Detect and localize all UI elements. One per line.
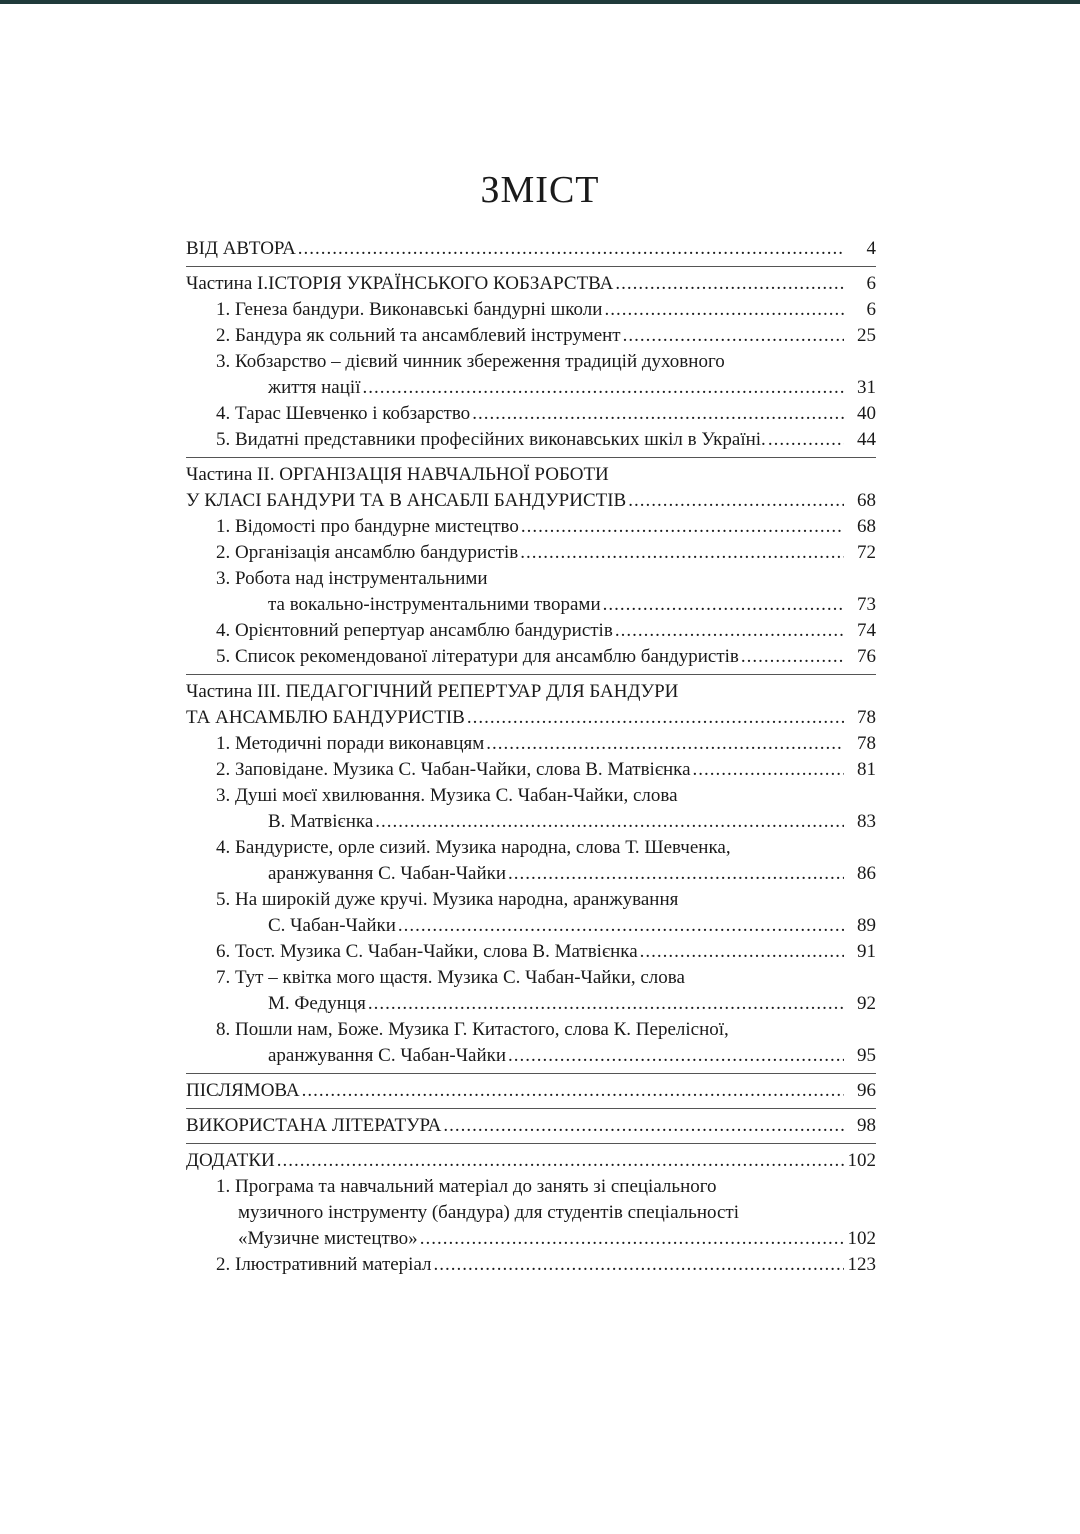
- toc-entry-label: 6. Тост. Музика С. Чабан-Чайки, слова В. Матвієнка: [216, 941, 638, 962]
- toc-leader: [368, 991, 844, 1017]
- toc-entry-dodatky-item-1-line-1[interactable]: 1. Програма та навчальний матеріал до занять зі спеціального: [216, 1176, 717, 1197]
- toc-entry-part-3-item-1[interactable]: [186, 731, 876, 757]
- toc-entry-part-2-item-2[interactable]: [186, 540, 876, 566]
- toc-entry-part-3-item-8-line-1[interactable]: 8. Пошли нам, Боже. Музика Г. Китастого, слова К. Перелісної,: [216, 1019, 729, 1040]
- toc-entry-label: 4. Тарас Шевченко і кобзарство: [216, 403, 471, 424]
- toc-page-number: 4: [866, 238, 876, 259]
- toc-entry-part-3-item-3[interactable]: [186, 809, 876, 835]
- toc-entry-label: ВИКОРИСТАНА ЛІТЕРАТУРА: [186, 1115, 442, 1136]
- toc-leader: [623, 323, 844, 349]
- toc-leader: [302, 1078, 844, 1104]
- toc-leader: [467, 705, 844, 731]
- toc-page-number: 25: [857, 325, 876, 346]
- toc-leader: [604, 297, 844, 323]
- toc-entry-part-1-item-5[interactable]: [186, 427, 876, 453]
- toc-entry-label: 2. Заповідане. Музика С. Чабан-Чайки, слова В. Матвієнка: [216, 759, 691, 780]
- toc-entry-label: 2. Бандура як сольний та ансамблевий інструмент: [216, 325, 621, 346]
- toc-page-number: 76: [857, 646, 876, 667]
- toc-entry-part-3-item-3-line-1[interactable]: 3. Душі моєї хвилювання. Музика С. Чабан-Чайки, слова: [216, 785, 678, 806]
- toc-entry-part-2[interactable]: [186, 488, 876, 514]
- toc-leader: [603, 592, 844, 618]
- toc-entry-label: 5. Видатні представники професійних виконавських шкіл в Україні.: [216, 429, 766, 450]
- toc-leader: [443, 1113, 844, 1139]
- toc-leader: [615, 271, 844, 297]
- toc-entry-part-3-item-4-line-1[interactable]: 4. Бандуристе, орле сизий. Музика народна, слова Т. Шевченка,: [216, 837, 731, 858]
- toc-leader: [508, 861, 844, 887]
- toc-page-number: 78: [857, 733, 876, 754]
- toc-page-number: 68: [857, 516, 876, 537]
- toc-entry-label: 2. Організація ансамблю бандуристів: [216, 542, 519, 563]
- toc-entry-dodatky-item-1-line-2[interactable]: [186, 1200, 876, 1226]
- toc-entry-part-2-item-3-line-1[interactable]: 3. Робота над інструментальними: [216, 568, 488, 589]
- toc-leader: [434, 1252, 844, 1278]
- toc-entry-part-3-item-7[interactable]: [186, 991, 876, 1017]
- page-title: ЗМІСТ: [480, 169, 600, 211]
- toc-entry-pislyamova[interactable]: [186, 1078, 876, 1104]
- section-divider: [186, 266, 876, 267]
- toc-entry-part-1-item-4[interactable]: [186, 401, 876, 427]
- toc-entry-part-2-line-1[interactable]: Частина ІІ. ОРГАНІЗАЦІЯ НАВЧАЛЬНОЇ РОБОТИ: [186, 464, 609, 485]
- section-divider: [186, 674, 876, 675]
- toc-leader: [521, 514, 844, 540]
- toc-entry-part-1-item-2[interactable]: [186, 323, 876, 349]
- toc-entry-label: 1. Відомості про бандурне мистецтво: [216, 516, 519, 537]
- toc-page-number: 95: [857, 1045, 876, 1066]
- toc-entry-part-3-item-2[interactable]: [186, 757, 876, 783]
- toc-page-number: 74: [857, 620, 876, 641]
- toc-entry-part-1[interactable]: [186, 271, 876, 297]
- toc-entry-part-2-item-1[interactable]: [186, 514, 876, 540]
- toc-entry-label: 5. Список рекомендованої літератури для ансамблю бандуристів: [216, 646, 739, 667]
- toc-leader: [486, 731, 844, 757]
- toc-entry-label: Частина І.ІСТОРІЯ УКРАЇНСЬКОГО КОБЗАРСТВА: [186, 273, 614, 294]
- toc-entry-part-2-item-5[interactable]: [186, 644, 876, 670]
- toc-page-number: 73: [857, 594, 876, 615]
- toc-page-number: 89: [857, 915, 876, 936]
- toc-entry-label: аранжування С. Чабан-Чайки: [268, 1045, 507, 1066]
- toc-entry-label: аранжування С. Чабан-Чайки: [268, 863, 507, 884]
- toc-leader: [298, 236, 844, 262]
- toc-page-number: 92: [857, 993, 876, 1014]
- toc-leader: [768, 427, 844, 453]
- toc-leader: [628, 488, 844, 514]
- toc-entry-label: 1. Методичні поради виконавцям: [216, 733, 485, 754]
- toc-entry-label: 1. Генеза бандури. Виконавські бандурні школи: [216, 299, 603, 320]
- toc-page-number: 98: [857, 1115, 876, 1136]
- toc-entry-part-2-item-4[interactable]: [186, 618, 876, 644]
- toc-leader: [640, 939, 844, 965]
- toc-leader: [615, 618, 844, 644]
- toc-leader: [375, 809, 844, 835]
- toc-entry-part-2-item-3[interactable]: [186, 592, 876, 618]
- toc-page-number: 83: [857, 811, 876, 832]
- toc-entry-label: ПІСЛЯМОВА: [186, 1080, 300, 1101]
- toc-leader: [693, 757, 844, 783]
- toc-leader: [277, 1148, 844, 1174]
- toc-entry-label: 4. Орієнтовний репертуар ансамблю бандуристів: [216, 620, 613, 641]
- toc-page-number: 72: [857, 542, 876, 563]
- toc-entry-part-3-item-8[interactable]: [186, 1043, 876, 1069]
- toc-page-number: 96: [857, 1080, 876, 1101]
- toc-leader: [362, 375, 844, 401]
- toc-entry-label: С. Чабан-Чайки: [268, 915, 396, 936]
- toc-page-number: 91: [857, 941, 876, 962]
- toc-leader: [508, 1043, 844, 1069]
- toc-entry-label: В. Матвієнка: [268, 811, 374, 832]
- toc-entry-label: «Музичне мистецтво»: [238, 1228, 418, 1249]
- toc-entry-part-3-item-7-line-1[interactable]: 7. Тут – квітка мого щастя. Музика С. Чабан-Чайки, слова: [216, 967, 685, 988]
- toc-leader: [420, 1226, 844, 1252]
- toc-entry-part-1-item-1[interactable]: [186, 297, 876, 323]
- toc-page-number: 123: [847, 1254, 876, 1275]
- toc-entry-part-3[interactable]: [186, 705, 876, 731]
- toc-page-number: 68: [857, 490, 876, 511]
- toc-page-number: 44: [857, 429, 876, 450]
- toc-page-number: 78: [857, 707, 876, 728]
- toc-entry-part-1-item-3-line-1[interactable]: 3. Кобзарство – дієвий чинник збереження традицій духовного: [216, 351, 725, 372]
- toc-entry-part-1-item-3[interactable]: [186, 375, 876, 401]
- toc-entry-part-3-line-1[interactable]: Частина ІІІ. ПЕДАГОГІЧНИЙ РЕПЕРТУАР ДЛЯ БАНДУРИ: [186, 681, 679, 702]
- toc-entry-label: У КЛАСІ БАНДУРИ ТА В АНСАБЛІ БАНДУРИСТІВ: [186, 490, 627, 511]
- toc-entry-part-3-item-5-line-1[interactable]: 5. На широкій дуже кручі. Музика народна, аранжування: [216, 889, 679, 910]
- toc-leader: [398, 913, 844, 939]
- toc-entry-part-3-item-6[interactable]: [186, 939, 876, 965]
- toc-entry-part-3-item-4[interactable]: [186, 861, 876, 887]
- toc-page-number: 86: [857, 863, 876, 884]
- section-divider: [186, 1073, 876, 1074]
- toc-entry-label: 2. Ілюстративний матеріал: [216, 1254, 432, 1275]
- toc-entry-dodatky-item-2[interactable]: [186, 1252, 876, 1278]
- toc-page-number: 31: [857, 377, 876, 398]
- toc-entry-literatura[interactable]: [186, 1113, 876, 1139]
- toc-entry-dodatky-item-1[interactable]: [186, 1226, 876, 1252]
- toc-page-number: 6: [866, 299, 876, 320]
- section-divider: [186, 457, 876, 458]
- toc-entry-part-3-item-5[interactable]: [186, 913, 876, 939]
- toc-entry-vid-avtora[interactable]: [186, 236, 876, 262]
- toc-entry-label: М. Федунця: [268, 993, 366, 1014]
- section-divider: [186, 1143, 876, 1144]
- toc-page-number: 102: [847, 1150, 876, 1171]
- toc-page-number: 102: [847, 1228, 876, 1249]
- toc-entry-label: життя нації: [268, 377, 361, 398]
- toc-entry-dodatky[interactable]: [186, 1148, 876, 1174]
- toc-leader: [472, 401, 844, 427]
- table-of-contents: [186, 236, 876, 1278]
- toc-entry-label: та вокально-інструментальними творами: [268, 594, 601, 615]
- toc-entry-label: музичного інструменту (бандура) для студентів спеціальності: [238, 1202, 739, 1223]
- toc-page-number: 40: [857, 403, 876, 424]
- toc-entry-label: ДОДАТКИ: [186, 1150, 275, 1171]
- toc-page-number: 6: [866, 273, 876, 294]
- toc-entry-label: ТА АНСАМБЛЮ БАНДУРИСТІВ: [186, 707, 465, 728]
- toc-entry-label: ВІД АВТОРА: [186, 238, 296, 259]
- section-divider: [186, 1108, 876, 1109]
- toc-page-number: 81: [857, 759, 876, 780]
- toc-leader: [520, 540, 844, 566]
- toc-leader: [741, 644, 844, 670]
